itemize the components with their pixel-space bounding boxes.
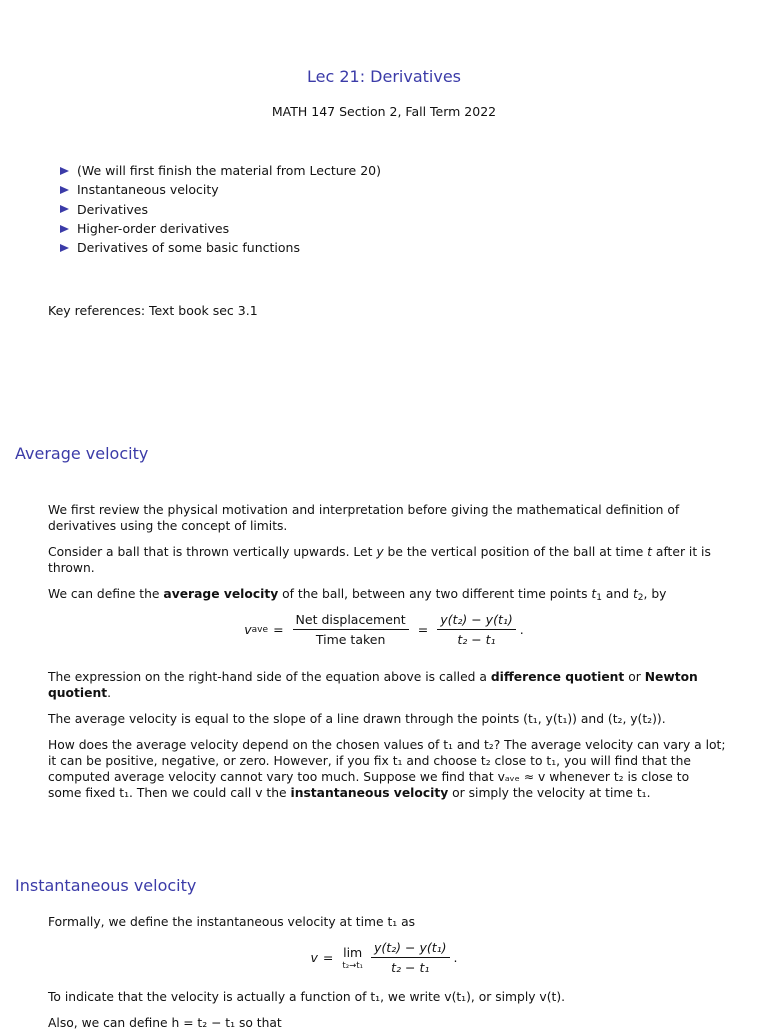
paragraph: We can define the average velocity of the ball, between any two different time points $t_1$ and $t_2$, by (48, 587, 667, 603)
paragraph: The expression on the right-hand side of the equation above is called a difference quotient or Newton quotient. (48, 670, 698, 700)
key-references: Key references: Text book sec 3.1 (48, 303, 258, 318)
section-heading-instantaneous-velocity: Instantaneous velocity (15, 876, 197, 895)
outline-item: (We will first finish the material from Lecture 20) (60, 161, 381, 180)
paragraph: To indicate that the velocity is actually a function of t₁, we write v(t₁), or simply v(t). (48, 990, 566, 1004)
outline-list (60, 161, 381, 257)
bullet-triangle-icon (60, 186, 69, 194)
outline-item: Instantaneous velocity (60, 180, 381, 199)
paragraph: Consider a ball that is thrown vertically upwards. Let y be the vertical position of the ball at time t after it is thrown. (48, 545, 711, 575)
slide-subtitle: MATH 147 Section 2, Fall Term 2022 (271, 104, 497, 119)
average-velocity-equation: v ave = $\frac{\text{Net displacement}}{\text{Time taken}}$ = $\frac{\text{y(t₂) − y(t₁)}}{\text{t₂ − t₁}}$ . (244, 612, 524, 647)
bullet-triangle-icon (60, 205, 69, 213)
paragraph: Also, we can define h = t₂ − t₁ so that (48, 1016, 282, 1030)
bullet-triangle-icon (60, 225, 69, 233)
paragraph: We first review the physical motivation and interpretation before giving the mathematical definition of derivatives using the concept of limits. (48, 503, 680, 533)
section-heading-average-velocity: Average velocity (15, 444, 149, 463)
paragraph: Formally, we define the instantaneous velocity at time t₁ as (48, 915, 416, 929)
paragraph: The average velocity is equal to the slope of a line drawn through the points (t₁, y(t₁)) and (t₂, y(t₂)). (48, 712, 666, 726)
outline-item: Derivatives of some basic functions (60, 238, 381, 257)
outline-item: Higher-order derivatives (60, 219, 381, 238)
slide-title: Lec 21: Derivatives (306, 67, 462, 86)
paragraph: How does the average velocity depend on the chosen values of t₁ and t₂? The average velocity can vary a lot; it can be positive, negative, or zero. However, if you fix t₁ and choose t₂ close to t₁, you will find that the computed average velocity cannot vary too much. Suppose we find that vₐᵥₑ ≈ v whenever t₂ is close to some fixed t₁. Then we could call v the instantaneous velocity or simply the velocity at time t₁. (48, 738, 726, 800)
bullet-triangle-icon (60, 167, 69, 175)
instantaneous-velocity-equation: v = lim t₂→t₁ $\frac{\text{y(t₂) − y(t₁)}}{\text{t₂ − t₁}}$ . (310, 940, 458, 975)
outline-item: Derivatives (60, 200, 381, 219)
bullet-triangle-icon (60, 244, 69, 252)
